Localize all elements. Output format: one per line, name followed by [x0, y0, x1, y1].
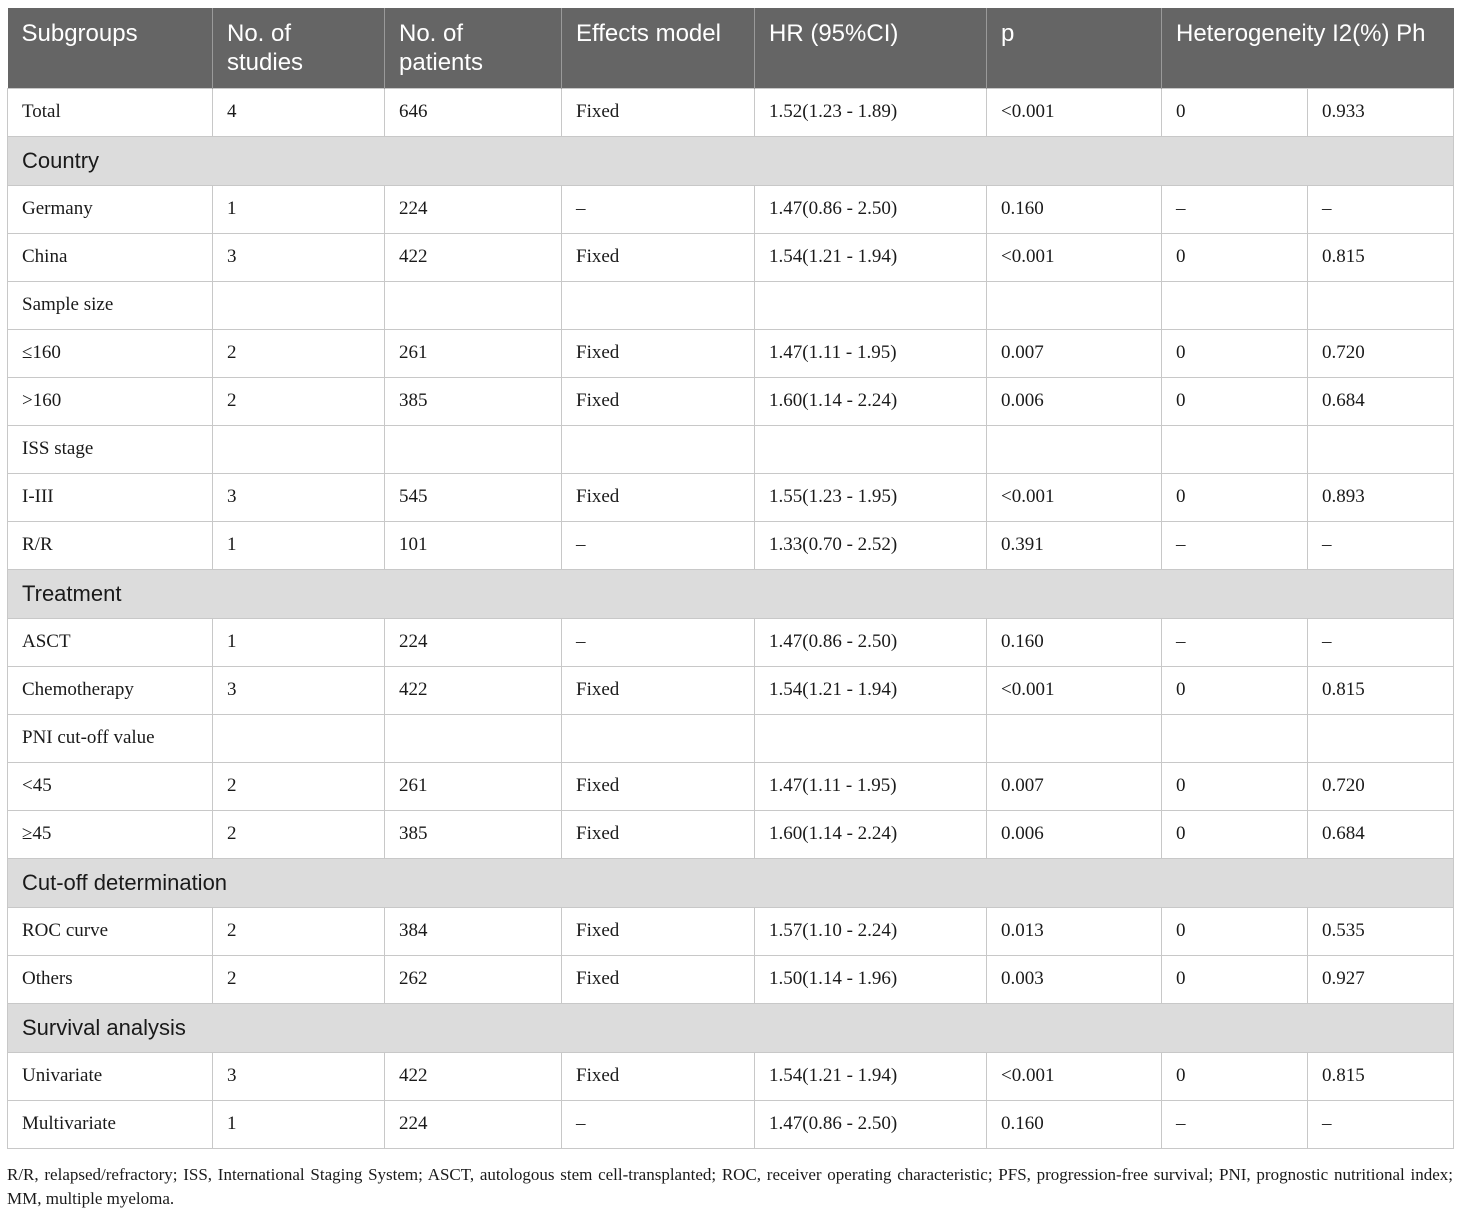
- cell-effects-model: Fixed: [562, 1052, 755, 1100]
- cell-i2: 0: [1162, 666, 1308, 714]
- header-no-of-patients: No. of patients: [385, 8, 562, 88]
- cell-subgroup: I-III: [8, 473, 213, 521]
- cell-no-of-patients: 385: [385, 810, 562, 858]
- cell-no-of-studies: 1: [213, 618, 385, 666]
- cell-no-of-studies: 2: [213, 762, 385, 810]
- cell-effects-model: Fixed: [562, 666, 755, 714]
- cell-no-of-studies: 1: [213, 521, 385, 569]
- cell-i2: [1162, 714, 1308, 762]
- cell-effects-model: Fixed: [562, 377, 755, 425]
- cell-no-of-patients: 545: [385, 473, 562, 521]
- cell-hr-95ci: [755, 425, 987, 473]
- cell-subgroup: >160: [8, 377, 213, 425]
- cell-hr-95ci: 1.54(1.21 - 1.94): [755, 233, 987, 281]
- cell-p-value: [987, 281, 1162, 329]
- cell-no-of-patients: 101: [385, 521, 562, 569]
- table-row: [8, 907, 1454, 955]
- cell-effects-model: Fixed: [562, 473, 755, 521]
- cell-no-of-studies: 3: [213, 1052, 385, 1100]
- cell-ph: –: [1308, 1100, 1454, 1148]
- cell-no-of-patients: 422: [385, 1052, 562, 1100]
- cell-no-of-patients: 384: [385, 907, 562, 955]
- cell-hr-95ci: [755, 714, 987, 762]
- section-header-row: [8, 569, 1454, 618]
- cell-i2: 0: [1162, 907, 1308, 955]
- cell-effects-model: Fixed: [562, 329, 755, 377]
- cell-hr-95ci: 1.52(1.23 - 1.89): [755, 88, 987, 136]
- cell-hr-95ci: 1.47(0.86 - 2.50): [755, 618, 987, 666]
- cell-p-value: [987, 714, 1162, 762]
- cell-ph: –: [1308, 521, 1454, 569]
- cell-hr-95ci: 1.47(0.86 - 2.50): [755, 185, 987, 233]
- cell-hr-95ci: 1.57(1.10 - 2.24): [755, 907, 987, 955]
- cell-effects-model: –: [562, 618, 755, 666]
- cell-no-of-studies: 1: [213, 185, 385, 233]
- cell-i2: [1162, 425, 1308, 473]
- cell-p-value: <0.001: [987, 1052, 1162, 1100]
- cell-p-value: <0.001: [987, 473, 1162, 521]
- cell-no-of-studies: 2: [213, 907, 385, 955]
- cell-i2: 0: [1162, 810, 1308, 858]
- cell-no-of-studies: 2: [213, 329, 385, 377]
- cell-no-of-studies: 3: [213, 666, 385, 714]
- table-row: [8, 762, 1454, 810]
- cell-no-of-studies: 3: [213, 473, 385, 521]
- table-row: [8, 88, 1454, 136]
- cell-p-value: 0.160: [987, 618, 1162, 666]
- table-header: [8, 8, 1454, 88]
- cell-subgroup: Germany: [8, 185, 213, 233]
- table-row: [8, 955, 1454, 1003]
- cell-hr-95ci: 1.54(1.21 - 1.94): [755, 666, 987, 714]
- cell-subgroup: PNI cut-off value: [8, 714, 213, 762]
- cell-i2: 0: [1162, 955, 1308, 1003]
- section-label: Cut-off determination: [8, 858, 1454, 907]
- cell-effects-model: [562, 714, 755, 762]
- cell-ph: 0.893: [1308, 473, 1454, 521]
- cell-hr-95ci: [755, 281, 987, 329]
- cell-effects-model: Fixed: [562, 88, 755, 136]
- cell-p-value: 0.013: [987, 907, 1162, 955]
- cell-ph: –: [1308, 185, 1454, 233]
- cell-no-of-studies: 4: [213, 88, 385, 136]
- section-header-row: [8, 1003, 1454, 1052]
- table-row: [8, 618, 1454, 666]
- section-header-row: [8, 858, 1454, 907]
- cell-hr-95ci: 1.47(1.11 - 1.95): [755, 762, 987, 810]
- cell-no-of-patients: 224: [385, 1100, 562, 1148]
- table-row: [8, 810, 1454, 858]
- cell-p-value: 0.007: [987, 329, 1162, 377]
- cell-subgroup: Total: [8, 88, 213, 136]
- cell-hr-95ci: 1.47(0.86 - 2.50): [755, 1100, 987, 1148]
- cell-no-of-studies: 2: [213, 810, 385, 858]
- cell-subgroup: ROC curve: [8, 907, 213, 955]
- cell-p-value: <0.001: [987, 666, 1162, 714]
- cell-ph: 0.927: [1308, 955, 1454, 1003]
- cell-i2: –: [1162, 521, 1308, 569]
- table-footnote: R/R, relapsed/refractory; ISS, International Staging System; ASCT, autologous stem cell-transplanted; ROC, receiver operating characteristic; PFS, progression-free survival; PNI, prognostic nutritional index; MM, multiple myeloma.: [7, 1165, 1453, 1208]
- cell-ph: 0.815: [1308, 1052, 1454, 1100]
- cell-p-value: 0.007: [987, 762, 1162, 810]
- cell-subgroup: Chemotherapy: [8, 666, 213, 714]
- cell-hr-95ci: 1.54(1.21 - 1.94): [755, 1052, 987, 1100]
- cell-subgroup: Sample size: [8, 281, 213, 329]
- table-row: [8, 233, 1454, 281]
- cell-p-value: <0.001: [987, 233, 1162, 281]
- cell-ph: 0.535: [1308, 907, 1454, 955]
- cell-effects-model: Fixed: [562, 907, 755, 955]
- subgroup-analysis-table: [7, 8, 1454, 1149]
- cell-p-value: 0.006: [987, 377, 1162, 425]
- cell-no-of-patients: [385, 425, 562, 473]
- cell-effects-model: –: [562, 1100, 755, 1148]
- cell-effects-model: –: [562, 185, 755, 233]
- header-effects-model: Effects model: [562, 8, 755, 88]
- table-row: [8, 1100, 1454, 1148]
- cell-subgroup: <45: [8, 762, 213, 810]
- cell-no-of-patients: [385, 281, 562, 329]
- header-hr-95ci: HR (95%CI): [755, 8, 987, 88]
- cell-effects-model: Fixed: [562, 233, 755, 281]
- cell-i2: 0: [1162, 377, 1308, 425]
- cell-i2: –: [1162, 618, 1308, 666]
- cell-subgroup: ≥45: [8, 810, 213, 858]
- cell-hr-95ci: 1.55(1.23 - 1.95): [755, 473, 987, 521]
- cell-i2: 0: [1162, 473, 1308, 521]
- table-row: [8, 1052, 1454, 1100]
- cell-hr-95ci: 1.50(1.14 - 1.96): [755, 955, 987, 1003]
- cell-i2: –: [1162, 185, 1308, 233]
- cell-no-of-patients: 224: [385, 618, 562, 666]
- cell-no-of-patients: 422: [385, 233, 562, 281]
- cell-no-of-patients: [385, 714, 562, 762]
- table-row: [8, 329, 1454, 377]
- table-row: [8, 281, 1454, 329]
- cell-p-value: <0.001: [987, 88, 1162, 136]
- table-row: [8, 473, 1454, 521]
- cell-effects-model: –: [562, 521, 755, 569]
- cell-no-of-studies: 2: [213, 955, 385, 1003]
- cell-no-of-patients: 422: [385, 666, 562, 714]
- cell-subgroup: Others: [8, 955, 213, 1003]
- cell-i2: 0: [1162, 88, 1308, 136]
- section-header-row: [8, 136, 1454, 185]
- section-label: Survival analysis: [8, 1003, 1454, 1052]
- cell-ph: 0.720: [1308, 329, 1454, 377]
- header-heterogeneity: Heterogeneity I2(%) Ph: [1176, 20, 1426, 47]
- cell-no-of-studies: 2: [213, 377, 385, 425]
- cell-subgroup: R/R: [8, 521, 213, 569]
- cell-no-of-patients: 646: [385, 88, 562, 136]
- cell-ph: –: [1308, 618, 1454, 666]
- cell-ph: 0.815: [1308, 666, 1454, 714]
- cell-no-of-patients: 224: [385, 185, 562, 233]
- header-subgroups: Subgroups: [8, 8, 213, 88]
- cell-p-value: 0.160: [987, 185, 1162, 233]
- cell-ph: 0.684: [1308, 377, 1454, 425]
- cell-subgroup: Univariate: [8, 1052, 213, 1100]
- cell-i2: 0: [1162, 233, 1308, 281]
- cell-ph: [1308, 714, 1454, 762]
- cell-i2: 0: [1162, 1052, 1308, 1100]
- cell-no-of-studies: [213, 714, 385, 762]
- header-row: [8, 8, 1454, 88]
- cell-no-of-patients: 261: [385, 329, 562, 377]
- cell-no-of-patients: 262: [385, 955, 562, 1003]
- cell-no-of-studies: 3: [213, 233, 385, 281]
- cell-no-of-patients: 385: [385, 377, 562, 425]
- cell-p-value: [987, 425, 1162, 473]
- cell-i2: [1162, 281, 1308, 329]
- cell-hr-95ci: 1.60(1.14 - 2.24): [755, 810, 987, 858]
- cell-p-value: 0.006: [987, 810, 1162, 858]
- cell-subgroup: ISS stage: [8, 425, 213, 473]
- cell-effects-model: Fixed: [562, 762, 755, 810]
- cell-subgroup: China: [8, 233, 213, 281]
- cell-no-of-studies: 1: [213, 1100, 385, 1148]
- cell-subgroup: ≤160: [8, 329, 213, 377]
- cell-ph: 0.815: [1308, 233, 1454, 281]
- cell-hr-95ci: 1.33(0.70 - 2.52): [755, 521, 987, 569]
- cell-p-value: 0.003: [987, 955, 1162, 1003]
- cell-i2: 0: [1162, 329, 1308, 377]
- cell-subgroup: Multivariate: [8, 1100, 213, 1148]
- cell-i2: –: [1162, 1100, 1308, 1148]
- table-row: [8, 666, 1454, 714]
- header-no-of-studies: No. of studies: [213, 8, 385, 88]
- table-row: [8, 377, 1454, 425]
- table-row: [8, 185, 1454, 233]
- cell-no-of-studies: [213, 281, 385, 329]
- table-container: [7, 8, 1453, 1149]
- table-row: [8, 521, 1454, 569]
- cell-ph: 0.933: [1308, 88, 1454, 136]
- table-row: [8, 425, 1454, 473]
- cell-i2: 0: [1162, 762, 1308, 810]
- cell-subgroup: ASCT: [8, 618, 213, 666]
- cell-ph: 0.720: [1308, 762, 1454, 810]
- cell-p-value: 0.160: [987, 1100, 1162, 1148]
- cell-effects-model: [562, 281, 755, 329]
- cell-ph: [1308, 425, 1454, 473]
- cell-p-value: 0.391: [987, 521, 1162, 569]
- cell-ph: [1308, 281, 1454, 329]
- cell-effects-model: [562, 425, 755, 473]
- cell-hr-95ci: 1.60(1.14 - 2.24): [755, 377, 987, 425]
- table-row: [8, 714, 1454, 762]
- cell-no-of-studies: [213, 425, 385, 473]
- section-label: Treatment: [8, 569, 1454, 618]
- cell-ph: 0.684: [1308, 810, 1454, 858]
- cell-effects-model: Fixed: [562, 810, 755, 858]
- cell-effects-model: Fixed: [562, 955, 755, 1003]
- table-body: [8, 88, 1454, 1148]
- cell-hr-95ci: 1.47(1.11 - 1.95): [755, 329, 987, 377]
- header-p: p: [987, 8, 1162, 88]
- section-label: Country: [8, 136, 1454, 185]
- cell-no-of-patients: 261: [385, 762, 562, 810]
